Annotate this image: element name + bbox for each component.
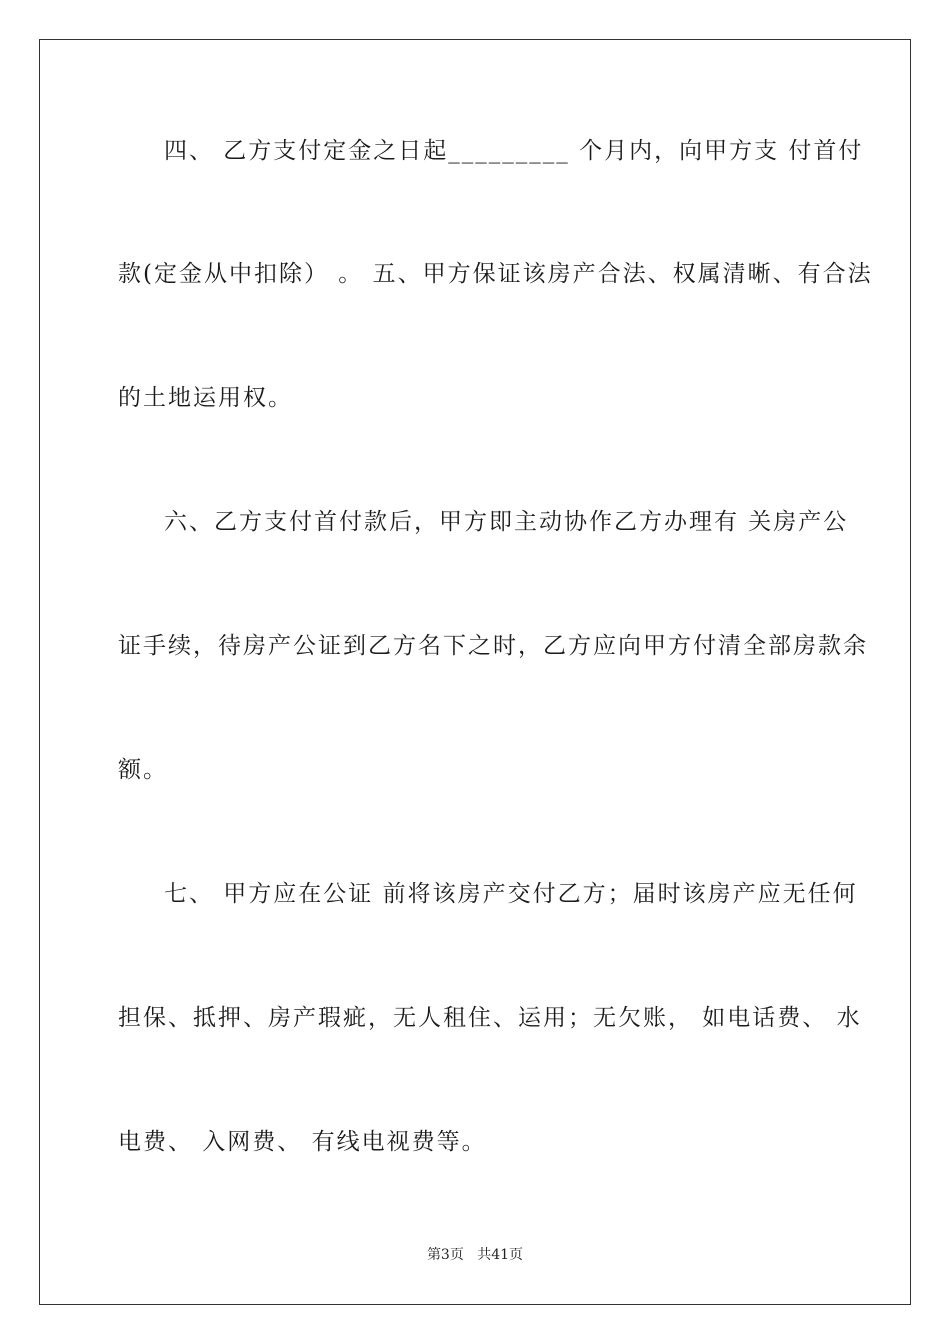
paragraph-6-line-2: 证手续，待房产公证到乙方名下之时，乙方应向甲方付清全部房款余 [118,633,868,659]
paragraph-7-line-2: 担保、抵押、房产瑕疵，无人租住、运用；无欠账， 如电话费、 水 [118,1005,862,1031]
paragraph-7-line-3: 电费、 入网费、 有线电视费等。 [118,1129,487,1155]
paragraph-4-5-line-2: 款(定金从中扣除） 。 五、甲方保证该房产合法、权属清晰、有合法 [118,261,873,287]
paragraph-4-line-1: 四、 乙方支付定金之日起_________ 个月内，向甲方支 付首付 [164,138,864,164]
paragraph-6-line-3: 额。 [118,757,168,783]
total-pages: 共41页 [477,1247,524,1263]
paragraph-7-line-1: 七、 甲方应在公证 前将该房产交付乙方；届时该房产应无任何 [164,881,858,907]
page-number: 第3页 [426,1247,464,1263]
paragraph-6-line-1: 六、乙方支付首付款后，甲方即主动协作乙方办理有 关房产公 [164,509,849,535]
page-footer [0,1245,950,1265]
page-border [39,39,911,1305]
paragraph-5-line-3: 的土地运用权。 [118,385,293,411]
